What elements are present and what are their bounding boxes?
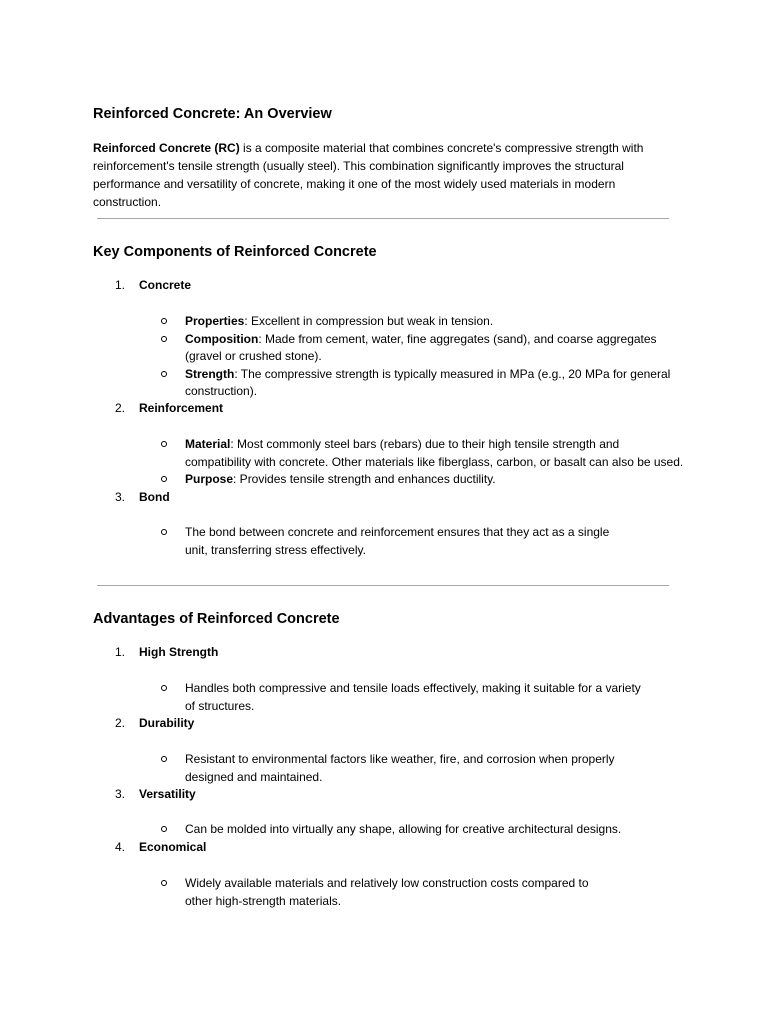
hollow-bullet-icon bbox=[161, 476, 167, 482]
item-number: 1. bbox=[115, 645, 126, 659]
sub-item: Strength: The compressive strength is typically measured in MPa (e.g., 20 MPa for general construction). bbox=[93, 366, 685, 401]
item-number: 4. bbox=[115, 840, 126, 854]
sub-item: Composition: Made from cement, water, fine aggregates (sand), and coarse aggregates (gravel or crushed stone). bbox=[93, 331, 685, 366]
item-title: Bond bbox=[139, 490, 170, 504]
item-title: High Strength bbox=[139, 645, 219, 659]
sub-list bbox=[93, 680, 650, 715]
hollow-bullet-icon bbox=[161, 685, 167, 691]
sub-list bbox=[93, 313, 685, 401]
hollow-bullet-icon bbox=[161, 826, 167, 832]
hollow-bullet-icon bbox=[161, 880, 167, 886]
sub-item: The bond between concrete and reinforcement ensures that they act as a single unit, transferring stress effectively. bbox=[93, 524, 625, 559]
sub-item: Material: Most commonly steel bars (rebars) due to their high tensile strength and compatibility with concrete. Other materials like fiberglass, carbon, or basalt can also be used. bbox=[93, 436, 685, 471]
sub-item: Purpose: Provides tensile strength and enhances ductility. bbox=[93, 471, 685, 489]
sub-item: Can be molded into virtually any shape, allowing for creative architectural designs. bbox=[93, 821, 655, 839]
sub-item: Resistant to environmental factors like weather, fire, and corrosion when properly designed and maintained. bbox=[93, 751, 660, 786]
page-title: Reinforced Concrete: An Overview bbox=[93, 106, 332, 122]
sub-list bbox=[93, 751, 660, 786]
hollow-bullet-icon bbox=[161, 756, 167, 762]
sub-item: Handles both compressive and tensile loads effectively, making it suitable for a variety of structures. bbox=[93, 680, 650, 715]
advantages-heading: Advantages of Reinforced Concrete bbox=[93, 611, 340, 627]
item-number: 2. bbox=[115, 401, 126, 415]
components-heading: Key Components of Reinforced Concrete bbox=[93, 244, 377, 260]
item-title: Reinforcement bbox=[139, 401, 224, 415]
intro-text: is a composite material that combines concrete's compressive strength with reinforcement's tensile strength (usually steel). This combination significantly improves the structural performance and versatility of concrete, making it one of the most widely used materials in modern construction. bbox=[93, 141, 644, 209]
item-number: 3. bbox=[115, 490, 126, 504]
item-number: 2. bbox=[115, 716, 126, 730]
hollow-bullet-icon bbox=[161, 529, 167, 535]
item-title: Concrete bbox=[139, 278, 192, 292]
item-number: 1. bbox=[115, 278, 126, 292]
hollow-bullet-icon bbox=[161, 318, 167, 324]
sub-list bbox=[93, 524, 625, 559]
hollow-bullet-icon bbox=[161, 336, 167, 342]
hollow-bullet-icon bbox=[161, 371, 167, 377]
intro-bold-term: Reinforced Concrete (RC) bbox=[93, 141, 240, 155]
item-title: Versatility bbox=[139, 787, 196, 801]
divider-1 bbox=[97, 218, 669, 219]
sub-list bbox=[93, 821, 655, 839]
sub-list bbox=[93, 875, 615, 910]
intro-paragraph bbox=[93, 139, 678, 211]
item-title: Economical bbox=[139, 840, 207, 854]
sub-list bbox=[93, 436, 685, 489]
sub-item: Widely available materials and relatively low construction costs compared to other high-strength materials. bbox=[93, 875, 615, 910]
sub-item: Properties: Excellent in compression but weak in tension. bbox=[93, 313, 685, 331]
item-title: Durability bbox=[139, 716, 195, 730]
divider-2 bbox=[97, 585, 669, 586]
item-number: 3. bbox=[115, 787, 126, 801]
hollow-bullet-icon bbox=[161, 441, 167, 447]
